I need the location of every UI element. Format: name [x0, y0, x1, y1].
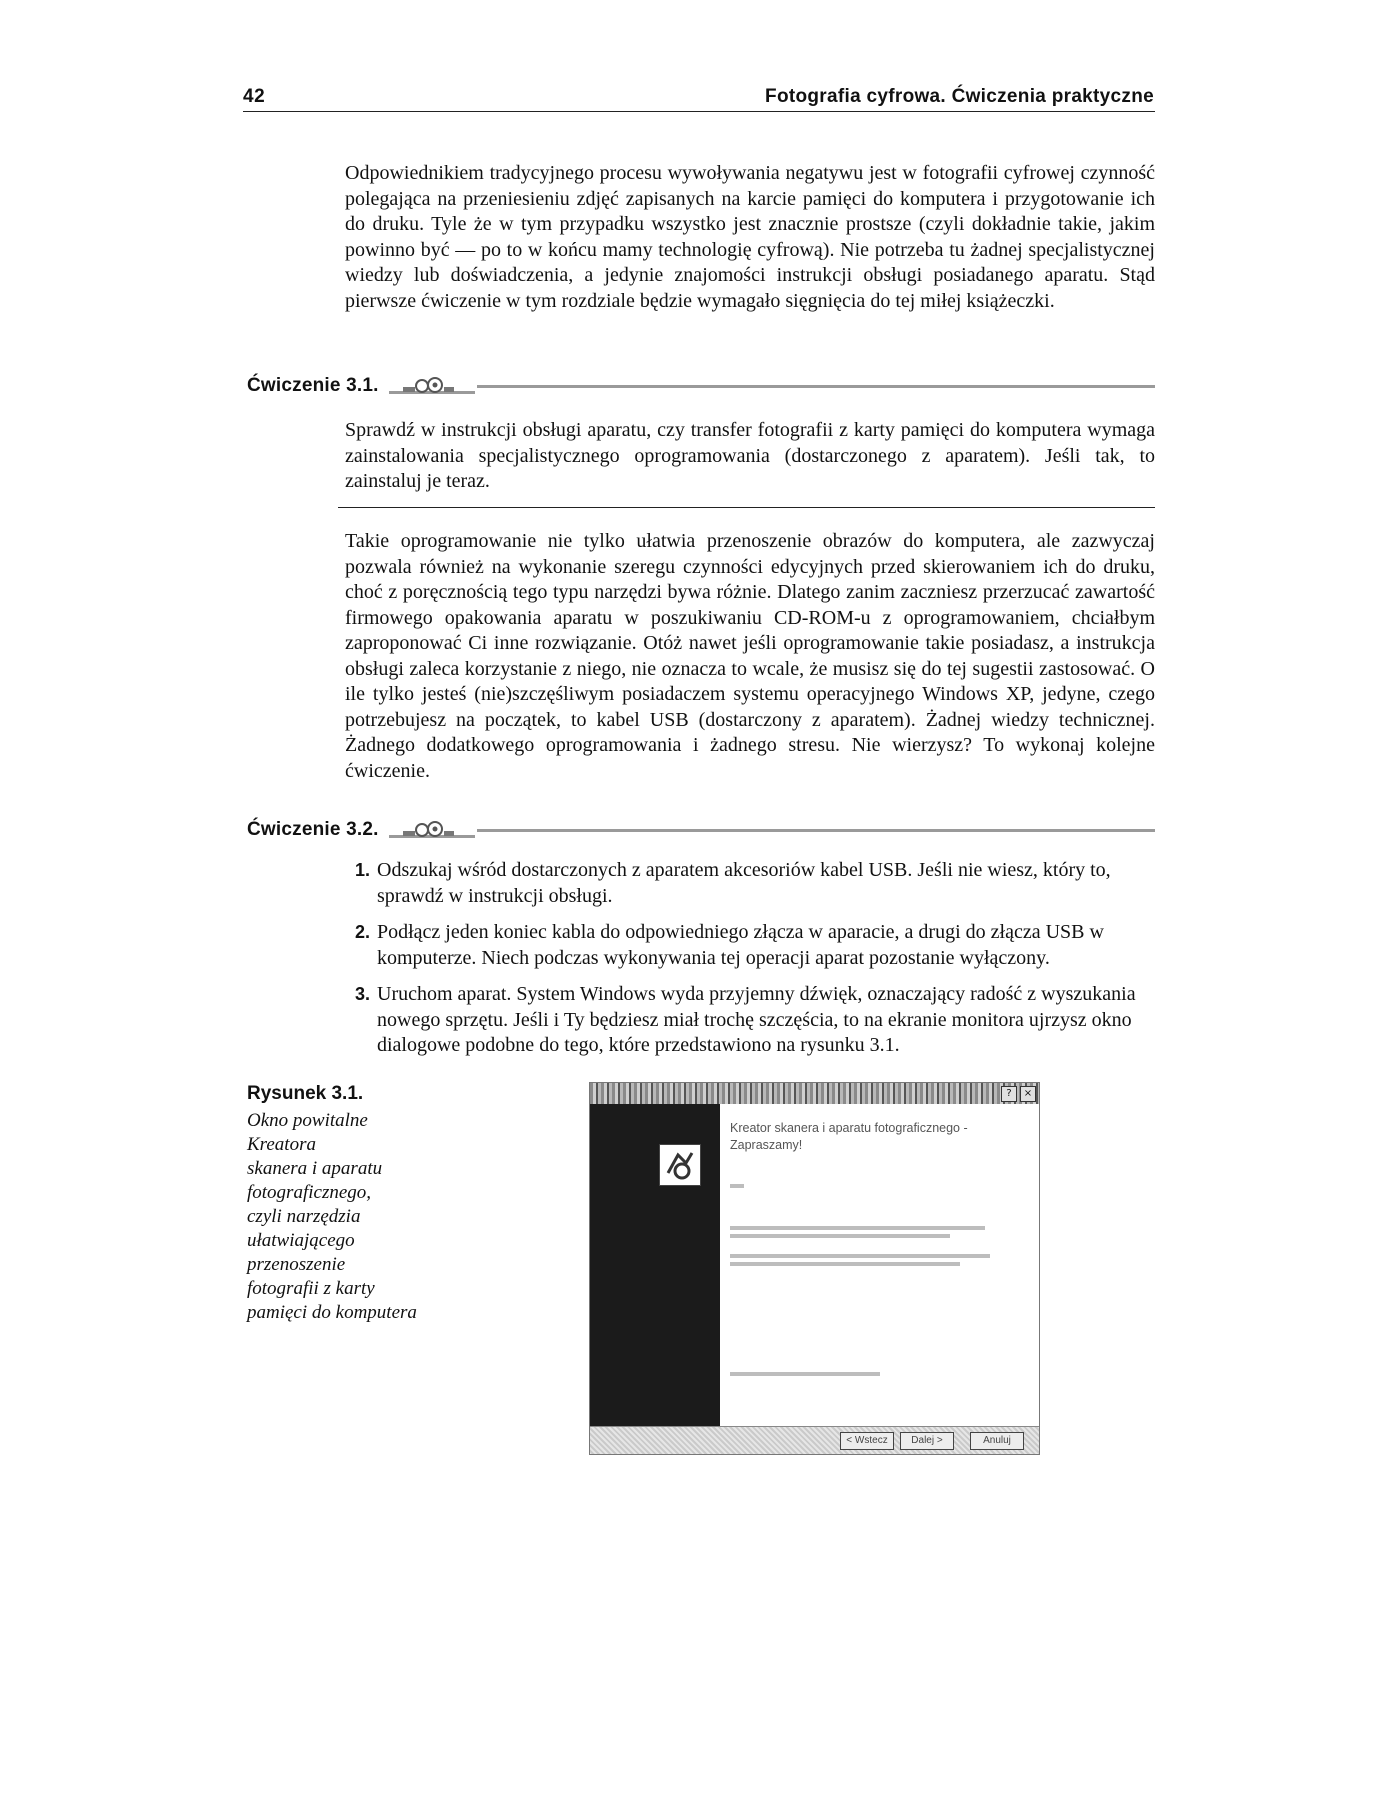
exercise-1-text: Sprawdź w instrukcji obsługi aparatu, czy transfer fotografii z karty pamięci do komputera wymaga zainstalowania specjalistycznego oprogramowania (dostarczonego z aparatem). Jeśli tak, to zainstaluj je teraz.: [345, 419, 1155, 492]
cameras-icon: [389, 820, 475, 840]
text-placeholder: [730, 1372, 880, 1376]
step-text: Odszukaj wśród dostarczonych z aparatem akcesoriów kabel USB. Jeśli nie wiesz, który to, sprawdź w instrukcji obsługi.: [377, 859, 1111, 907]
text-placeholder: [730, 1226, 985, 1230]
caption-line: fotograficznego,: [247, 1182, 372, 1203]
camera-wizard-icon: [659, 1144, 701, 1186]
list-item: [355, 920, 1155, 971]
exercise-label: Ćwiczenie 3.1.: [247, 375, 379, 396]
list-item: [355, 858, 1155, 909]
caption-line: ułatwiającego: [247, 1230, 355, 1251]
exercise-heading-2: [247, 817, 1155, 843]
exercise-rule: [477, 385, 1155, 388]
caption-line: skanera i aparatu: [247, 1158, 383, 1179]
running-header-title: Fotografia cyfrowa. Ćwiczenia praktyczne: [765, 86, 1154, 107]
middle-paragraph: Takie oprogramowanie nie tylko ułatwia przenoszenie obrazów do komputera, ale zazwyczaj pozwala również na wykonanie szeregu czynności edycyjnych przed skierowaniem ich do druku, choć z poręcznością tego typu narzędzi bywa różnie. Dlatego zanim zaczniesz przerzucać zawartość firmowego opakowania aparatu w poszukiwaniu CD-ROM-u z oprogramowaniem, chciałbym zaproponować Ci inne rozwiązanie. Otóż nawet jeśli oprogramowanie takie posiadasz, a instrukcja obsługi zaleca korzystanie z niego, nie oznacza to wcale, że musisz się do tej sugestii zastosować. O ile tylko jesteś (nie)szczęśliwym posiadaczem systemu operacyjnego Windows XP, jedyne, czego potrzebujesz na początek, to kabel USB (dostarczony z aparatem). Żadnej wiedzy technicznej. Żadnego dodatkowego oprogramowania i żadnego stresu. Nie wierzysz? To wykonaj kolejne ćwiczenie.: [345, 530, 1155, 782]
caption-line: fotografii z karty: [247, 1278, 375, 1299]
text-placeholder: [730, 1234, 950, 1238]
exercise-rule: [477, 829, 1155, 832]
step-number: 3.: [355, 984, 371, 1004]
figure-caption: [247, 1109, 447, 1325]
exercise-heading-1: [247, 373, 1155, 399]
list-item: [355, 982, 1155, 1059]
next-button[interactable]: Dalej >: [900, 1432, 954, 1450]
exercise-label: Ćwiczenie 3.2.: [247, 819, 379, 840]
caption-line: Kreatora: [247, 1134, 316, 1155]
dialog-button-bar: [590, 1426, 1039, 1455]
caption-line: czyli narzędzia: [247, 1206, 361, 1227]
caption-line: Okno powitalne: [247, 1110, 368, 1131]
wizard-content: [720, 1104, 1039, 1426]
back-button[interactable]: < Wstecz: [840, 1432, 894, 1450]
text-placeholder: [730, 1262, 960, 1266]
help-icon: ?: [1001, 1086, 1017, 1102]
step-text: Uruchom aparat. System Windows wyda przyjemny dźwięk, oznaczający radość z wyszukania nowego sprzętu. Jeśli i Ty będziesz miał trochę szczęścia, to na ekranie monitora ujrzysz okno dialogowe podobne do tego, które przedstawiono na rysunku 3.1.: [377, 983, 1136, 1056]
close-icon: ×: [1020, 1086, 1036, 1102]
step-number: 1.: [355, 860, 371, 880]
wizard-dialog-screenshot: [589, 1082, 1040, 1455]
step-number: 2.: [355, 922, 371, 942]
page-number: 42: [243, 86, 266, 107]
caption-line: pamięci do komputera: [247, 1302, 417, 1323]
text-placeholder: [730, 1184, 744, 1188]
header-rule: [243, 111, 1155, 112]
figure-label: Rysunek 3.1.: [247, 1083, 364, 1104]
step-text: Podłącz jeden koniec kabla do odpowiedniego złącza w aparacie, a drugi do złącza USB w komputerze. Niech podczas wykonywania tej operacji aparat pozostanie wyłączony.: [377, 921, 1104, 969]
wizard-sidebar: [590, 1104, 720, 1426]
exercise-1-bottom-rule: [338, 507, 1155, 508]
cancel-button[interactable]: Anuluj: [970, 1432, 1024, 1450]
cameras-icon: [389, 376, 475, 396]
caption-line: przenoszenie: [247, 1254, 346, 1275]
intro-paragraph: Odpowiednikiem tradycyjnego procesu wywoływania negatywu jest w fotografii cyfrowej czynność polegająca na przeniesieniu zdjęć zapisanych na karcie pamięci do komputera i przygotowanie ich do druku. Tyle że w tym przypadku wszystko jest znacznie prostsze (czyli dokładnie takie, jakim powinno być — po to w końcu mamy technologię cyfrową). Nie potrzeba tu żadnej specjalistycznej wiedzy lub doświadczenia, a jedynie znajomości instrukcji obsługi posiadanego aparatu. Stąd pierwsze ćwiczenie w tym rozdziale będzie wymagało sięgnięcia do tej miłej książeczki.: [345, 162, 1155, 312]
text-placeholder: [730, 1254, 990, 1258]
dialog-heading: Kreator skanera i aparatu fotograficznego - Zapraszamy!: [730, 1121, 968, 1152]
dialog-titlebar: [590, 1083, 1039, 1104]
